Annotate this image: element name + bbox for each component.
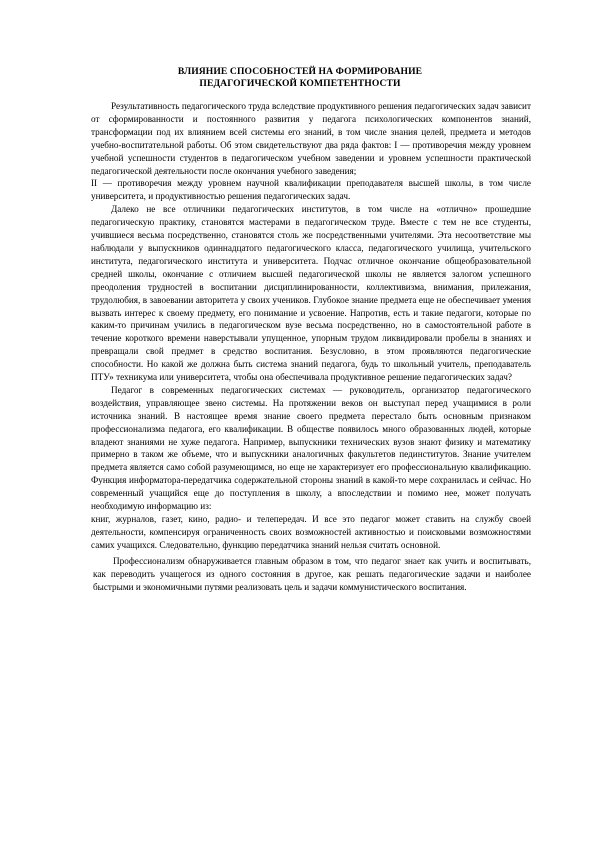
- paragraph-2: II — противоречия между уровнем научной квалификации преподавателя высшей школы, в том числе университета, и продуктивностью решения педагогических задач.: [91, 178, 531, 202]
- document-title: [90, 66, 510, 90]
- paragraph-1: Результативность педагогического труда вследствие продуктивного решения педагогических задач зависит от сформированности и постоянного развития у педагога психологических компонентов знаний, трансформации под их влиянием всей системы его знаний, в том числе знания целей, предмета и методов учебно-воспитательной работы. Об этом свидетельствуют два ряда фактов: I — противоречия между уровнем учебной успешности студентов в педагогическом учебном заведении и уровнем успешности практической педагогической деятельности после окончания учебного заведения;: [91, 101, 531, 176]
- document-body: [91, 100, 531, 593]
- paragraph-3: Далеко не все отличники педагогических институтов, в том числе на «отлично» прошедшие педагогическую практику, становятся мастерами в педагогическом труде. Вместе с тем не все студенты, учившиеся весьма посредственно, становятся столь же посредственными учителями. Эта несоответствие мы наблюдали у выпускников одиннадцатого педагогического класса, педагогического училища, учительского института, педагогического института и университета. Подчас отличное окончание общеобразовательной средней школы, окончание с отличием высшей педагогической школы не является залогом успешного преодоления трудностей в воспитании дисциплинированности, коллективизма, внимания, прилежания, трудолюбия, в завоевании авторитета у своих учеников. Глубокое знание предмета еще не обеспечивает умения вызвать интерес к своему предмету, его понимание и усвоение. Напротив, есть и такие педагоги, которые по каким-то причинам учились в педагогическом вузе весьма посредственно, но в самостоятельной работе в течение короткого времени наверстывали упущенное, упорным трудом ликвидировали пробелы в знаниях и превращали свой предмет в средство воспитания. Безусловно, в этом проявляются педагогические способности. Но какой же должна быть система знаний педагога, будь то школьный учитель, преподаватель ПТУ» техникума или университета, чтобы она обеспечивала продуктивное решение педагогических задач?: [91, 204, 531, 383]
- title-line-1: ВЛИЯНИЕ СПОСОБНОСТЕЙ НА ФОРМИРОВАНИЕ: [177, 66, 423, 77]
- title-line-2: ПЕДАГОГИЧЕСКОЙ КОМПЕТЕНТНОСТИ: [199, 78, 401, 89]
- paragraph-5: книг, журналов, газет, кино, радио- и телепередач. И все это педагог может ставить на службу своей деятельности, компенсируя ограниченность своих возможностей активностью и поисковыми возможностями самих учащихся. Следовательно, функцию передатчика знаний нельзя считать основной.: [91, 514, 531, 550]
- paragraph-4: Педагог в современных педагогических системах — руководитель, организатор педагогического воздействия, управляющее звено системы. На протяжении веков он выступал перед учащимися в роли источника знаний. В настоящее время знание своего предмета перестало быть основным признаком профессионализма педагога, его квалификации. В обществе появилось много образованных людей, которые владеют знаниями не хуже педагога. Например, выпускники технических вузов знают физику и математику примерно в таком же объеме, что и выпускники аналогичных факультетов пединститутов. Знание учителем предмета является само собой разумеющимся, но еще не характеризует его профессиональную квалификацию. Функция информатора-передатчика содержательной стороны знаний в какой-то мере сохранилась и сейчас. Но современный учащийся еще до поступления в школу, а впоследствии и помимо нее, может получать необходимую информацию из:: [91, 384, 531, 512]
- paragraph-6: Профессионализм обнаруживается главным образом в том, что педагог знает как учить и воспитывать, как переводить учащегося из одного состояния в другое, как решать педагогические задачи и наиболее быстрыми и экономичными путями реализовать цель и задачи коммунистического воспитания.: [93, 555, 531, 592]
